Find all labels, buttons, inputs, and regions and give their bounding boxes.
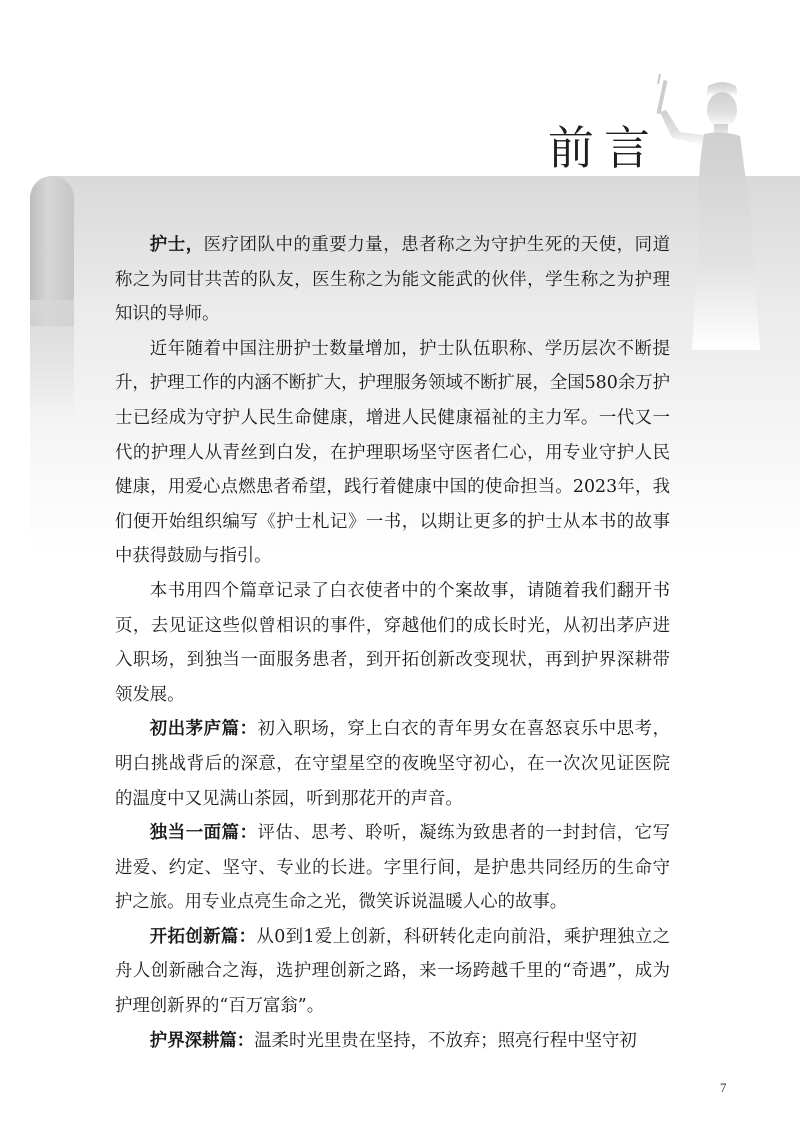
- paragraph-lead: 开拓创新篇：: [149, 926, 257, 947]
- page-number: 7: [720, 1080, 727, 1095]
- paragraph: [115, 712, 670, 816]
- page-title: 前言: [548, 121, 660, 175]
- paragraph: [115, 228, 670, 332]
- paragraph-text: 温柔时光里贵在坚持，不放弃；照亮行程中坚守初: [254, 1030, 637, 1051]
- preface-body: [115, 228, 670, 1058]
- paragraph-text: 医疗团队中的重要力量，患者称之为守护生死的天使，同道称之为同甘共苦的队友，医生称之为能文能武的伙伴，学生称之为护理知识的导师。: [115, 235, 670, 325]
- paragraph-text: 近年随着中国注册护士数量增加，护士队伍职称、学历层次不断提升，护理工作的内涵不断扩大，护理服务领域不断扩展，全国580余万护士已经成为守护人民生命健康，增进人民健康福祉的主力军。一代又一代的护理人从青丝到白发，在护理职场坚守医者仁心，用专业守护人民健康，用爱心点燃患者希望，践行着健康中国的使命担当。2023年，我们便开始组织编写《护士札记》一书，以期让更多的护士从本书的故事中获得鼓励与指引。: [115, 338, 670, 567]
- paragraph-lead: 独当一面篇：: [149, 823, 258, 844]
- paragraph-text: 本书用四个篇章记录了白衣使者中的个案故事，请随着我们翻开书页，去见证这些似曾相识的事件，穿越他们的成长时光，从初出茅庐进入职场，到独当一面服务患者，到开拓创新改变现状，再到护界深耕带领发展。: [115, 580, 670, 705]
- paragraph: [115, 920, 670, 1024]
- paragraph-lead: 初出茅庐篇：: [149, 719, 258, 740]
- paragraph: [115, 574, 670, 712]
- paragraph-lead: 护界深耕篇：: [149, 1030, 255, 1051]
- paragraph-lead: 护士，: [149, 235, 204, 255]
- paragraph: [115, 816, 670, 920]
- paragraph: [115, 332, 670, 574]
- paragraph: [115, 1024, 670, 1059]
- paragraph-text: 从0到1爱上创新，科研转化走向前沿，乘护理独立之舟人创新融合之海，选护理创新之路，来一场跨越千里的“奇遇”，成为护理创新界的“百万富翁”。: [115, 926, 670, 1017]
- scroll-roll-fade: [30, 300, 74, 420]
- paragraph-text: 初入职场，穿上白衣的青年男女在喜怒哀乐中思考，明白挑战背后的深意，在守望星空的夜晚坚守初心，在一次次见证医院的温度中又见满山茶园，听到那花开的声音。: [115, 719, 670, 809]
- paragraph-text: 评估、思考、聆听，凝练为致患者的一封封信，它写进爱、约定、坚守、专业的长进。字里行间，是护患共同经历的生命守护之旅。用专业点亮生命之光，微笑诉说温暖人心的故事。: [115, 823, 670, 913]
